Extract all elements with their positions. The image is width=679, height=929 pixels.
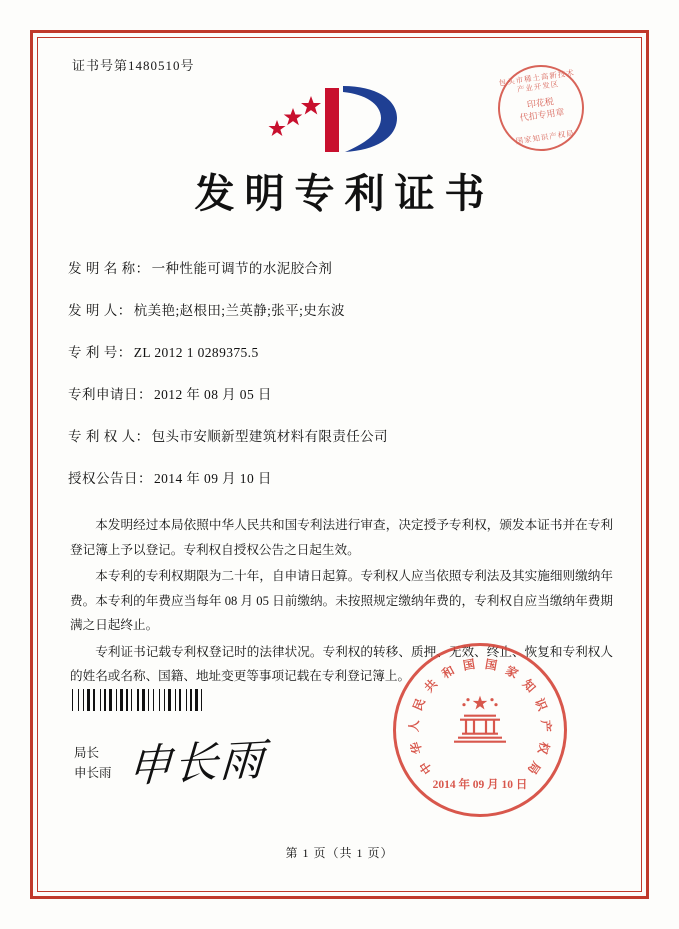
seal-ring-char: 局 — [524, 758, 544, 777]
tax-stamp-middle-text: 印花税 代扣专用章 — [518, 96, 565, 123]
national-emblem-icon — [444, 690, 516, 762]
seal-ring-char: 民 — [410, 696, 428, 713]
field-label: 授权公告日： — [68, 471, 152, 486]
sipo-logo-icon — [265, 80, 415, 156]
field-value: 2012 年 08 月 05 日 — [154, 387, 272, 402]
seal-ring-char: 国 — [483, 657, 499, 673]
field-patentee — [68, 425, 619, 445]
field-inventors — [68, 299, 619, 319]
field-list — [60, 257, 619, 487]
field-application-date — [68, 383, 619, 403]
national-ip-office-seal — [393, 643, 567, 817]
page-footer: 第 1 页（共 1 页） — [285, 846, 394, 860]
seal-ring-char: 家 — [503, 663, 521, 682]
signature-block — [74, 744, 112, 783]
handwritten-signature: 申长雨 — [126, 734, 268, 793]
certificate-number: 证书号第1480510号 — [72, 58, 195, 73]
field-value: 杭美艳;赵根田;兰英静;张平;史东波 — [133, 303, 345, 318]
field-label: 专利申请日： — [68, 387, 152, 402]
seal-ring-char: 华 — [408, 740, 425, 756]
field-value: ZL 2012 1 0289375.5 — [133, 345, 259, 360]
tax-stamp-arc-text: 包头市稀土高新技术产业开发区 — [498, 68, 576, 94]
signature-name-label: 申长雨 — [74, 765, 112, 780]
field-grant-date — [68, 467, 619, 487]
certificate-content — [60, 55, 619, 879]
field-label: 发 明 名 称： — [68, 261, 150, 276]
field-invention-name — [68, 257, 619, 277]
seal-ring-char: 国 — [461, 657, 477, 673]
barcode — [72, 689, 220, 711]
paragraph-1: 本发明经过本局依照中华人民共和国专利法进行审查，决定授予专利权，颁发本证书并在专利登记簿上予以登记。专利权自授权公告之日起生效。 — [70, 518, 613, 557]
seal-ring-char: 识 — [532, 696, 550, 713]
seal-ring-char: 共 — [421, 676, 441, 696]
field-label: 专 利 权 人： — [68, 429, 150, 444]
seal-ring-char: 人 — [406, 719, 422, 733]
field-value: 2014 年 09 月 10 日 — [154, 471, 272, 486]
field-patent-number — [68, 341, 619, 361]
paragraph-3: 专利证书记载专利权登记时的法律状况。专利权的转移、质押、无效、终止、恢复和专利权人的姓名或名称、国籍、地址变更等事项记载在专利登记簿上。 — [70, 644, 613, 684]
seal-ring-char: 知 — [519, 676, 539, 696]
seal-ring-char: 和 — [439, 663, 457, 682]
document-title: 发明专利证书 — [194, 171, 495, 217]
signature-role-label: 局长 — [74, 746, 100, 761]
logo-container — [60, 80, 619, 156]
seal-ring-char: 权 — [535, 740, 552, 756]
paragraph-2: 本专利的专利权期限为二十年，自申请日起算。专利权人应当依照专利法及其实施细则缴纳年费。本专利的年费应当每年 08 月 05 日前缴纳。未按照规定缴纳年费的，专利权自应当缴纳年费期满之日起终止。 — [70, 569, 613, 633]
field-value: 一种性能可调节的水泥胶合剂 — [151, 261, 333, 276]
field-value: 包头市安顺新型建筑材料有限责任公司 — [151, 429, 388, 444]
seal-ring-char: 中 — [416, 758, 436, 777]
seal-ring-char: 产 — [538, 719, 554, 733]
field-label: 专 利 号： — [68, 345, 132, 360]
tax-stamp-bottom-text: 国家知识产权局 — [515, 128, 576, 147]
field-label: 发 明 人： — [68, 303, 132, 318]
seal-date: 2014 年 09 月 10 日 — [432, 779, 528, 791]
